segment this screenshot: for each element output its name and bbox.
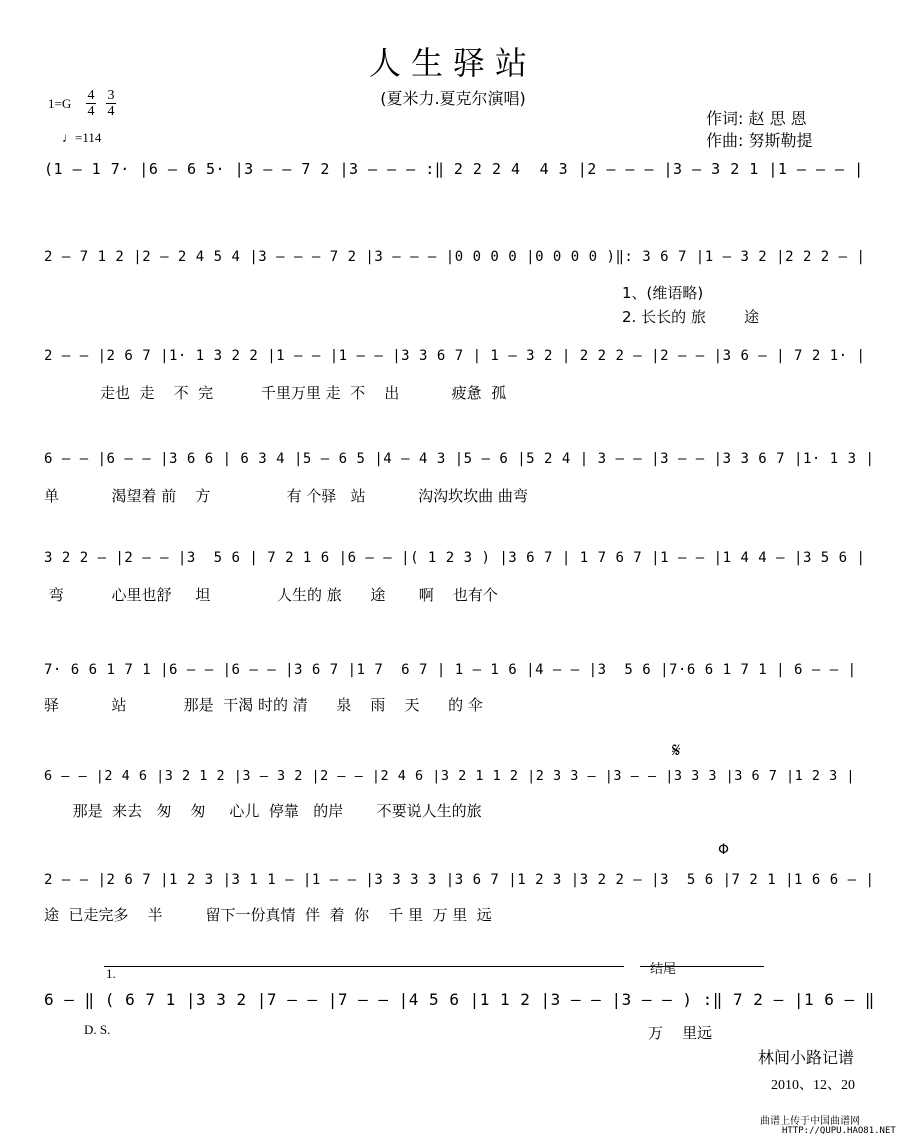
lyrics-line-4: 单 渴望着 前 方 有 个驿 站 沟沟坎坎曲 曲弯 <box>44 487 528 505</box>
key-signature: 1=G <box>48 96 72 111</box>
score-line-5: 3 2 2 — |2 — — |3 5 6 | 7 2 1 6 |6 — — |( 1 2 3 ) |3 6 7 | 1 7 6 7 |1 — — |1 4 4 — |3 5 6 | <box>44 550 866 566</box>
score-line-9: 6 — ‖ ( 6 7 1 |3 3 2 |7 — — |7 — — |4 5 6 |1 1 2 |3 — — |3 — — ) :‖ 7 2 — |1 6 — ‖ <box>44 990 875 1009</box>
lyrics-line-6: 驿 站 那是 干渴 时的 清 泉 雨 天 的 伞 <box>44 696 483 714</box>
composer-credit: 作曲: 努斯勒提 <box>706 131 813 150</box>
score-line-1: (1 — 1 7· |6 — 6 5· |3 — — 7 2 |3 — — — :‖ 2 2 2 4 4 3 |2 — — — |3 — 3 2 1 |1 — — — | <box>44 160 864 178</box>
score-line-4: 6 — — |6 — — |3 6 6 | 6 3 4 |5 — 6 5 |4 — 4 3 |5 — 6 |5 2 4 | 3 — — |3 — — |3 3 6 7 |1· 1 3 | <box>44 451 875 467</box>
time-signature-3-4: 3 4 <box>107 88 115 119</box>
score-line-6: 7· 6 6 1 7 1 |6 — — |6 — — |3 6 7 |1 7 6 7 | 1 — 1 6 |4 — — |3 5 6 |7·6 6 1 7 1 | 6 — — | <box>44 662 857 678</box>
coda-sign: Φ <box>718 842 730 858</box>
volta-1-label: 1. <box>106 966 116 981</box>
verse-2-lyrics: 2. 长长的 旅 途 <box>622 308 759 326</box>
time-signature-4-4: 4 4 <box>87 88 95 119</box>
lyrics-line-3: 走也 走 不 完 千里万里 走 不 出 疲惫 孤 <box>100 384 507 402</box>
score-line-3: 2 — — |2 6 7 |1· 1 3 2 2 |1 — — |1 — — |3 3 6 7 | 1 — 3 2 | 2 2 2 — |2 — — |3 6 — | 7 2 1· | <box>44 348 866 364</box>
score-line-2: 2 — 7 1 2 |2 — 2 4 5 4 |3 — — — 7 2 |3 — — — |0 0 0 0 |0 0 0 0 )‖: 3 6 7 |1 — 3 2 |2 2 2 — | <box>44 249 866 265</box>
site-watermark: HTTP://QUPU.HAO81.NET <box>782 1126 896 1136</box>
lyrics-line-7: 那是 来去 匆 匆 心儿 停靠 的岸 不要说人生的旅 <box>44 802 482 820</box>
verse-1-label: 1、(维语略) <box>622 284 704 302</box>
volta-bracket-1 <box>104 966 624 967</box>
segno-sign: 𝄋 <box>672 738 681 762</box>
transcriber-credit: 林间小路记谱 <box>758 1048 855 1067</box>
transcription-date: 2010、12、20 <box>771 1078 855 1093</box>
tempo-marking: ♩=114 <box>62 130 102 145</box>
dal-segno-mark: D. S. <box>84 1022 111 1037</box>
lyrics-line-9: 万 里远 <box>648 1024 713 1042</box>
lyrics-line-5: 弯 心里也舒 坦 人生的 旅 途 啊 也有个 <box>44 586 498 604</box>
lyrics-line-8: 途 已走完多 半 留下一份真情 伴 着 你 千 里 万 里 远 <box>44 906 492 924</box>
score-line-7: 6 — — |2 4 6 |3 2 1 2 |3 — 3 2 |2 — — |2 4 6 |3 2 1 1 2 |2 3 3 — |3 — — |3 3 3 |3 6 7 |1 2 3 | <box>44 768 856 784</box>
score-line-8: 2 — — |2 6 7 |1 2 3 |3 1 1 — |1 — — |3 3 3 3 |3 6 7 |1 2 3 |3 2 2 — |3 5 6 |7 2 1 |1 6 6 — | <box>44 872 875 888</box>
upload-watermark: 曲谱上传于中国曲谱网 <box>760 1116 860 1127</box>
ending-label: 结尾 <box>650 962 677 977</box>
performer-note: (夏米力.夏克尔演唱) <box>380 89 526 108</box>
lyricist-credit: 作词: 赵 思 恩 <box>706 109 807 128</box>
song-title: 人生驿站 <box>368 44 537 82</box>
